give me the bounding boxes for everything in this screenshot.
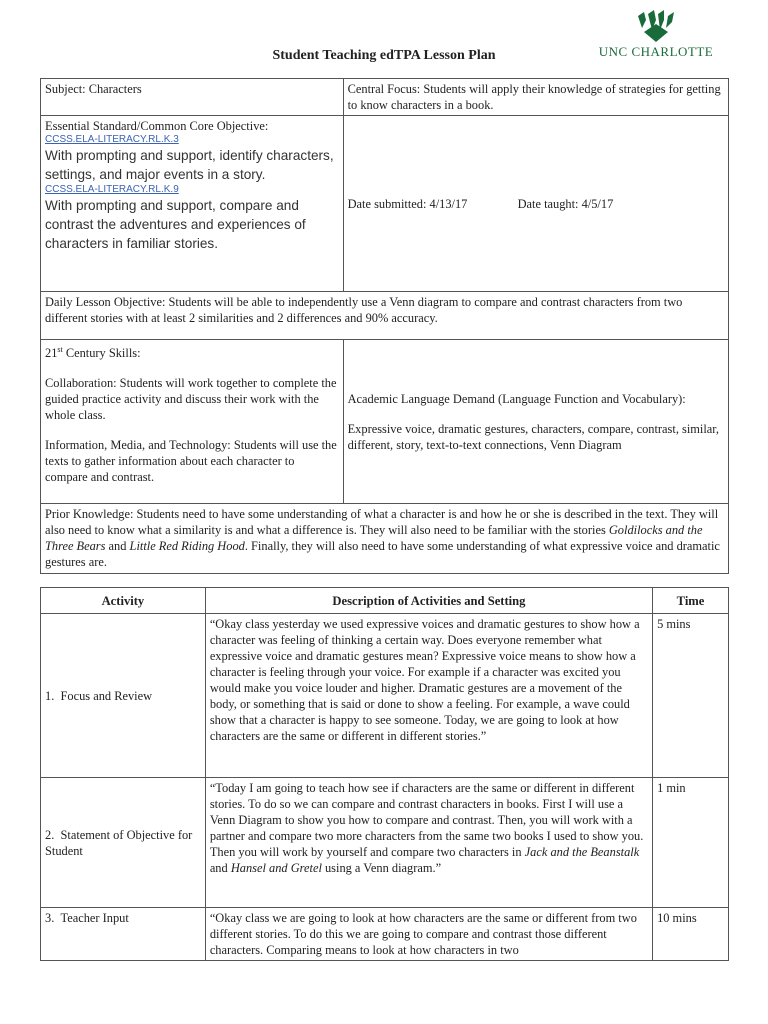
book-hansel-gretel: Hansel and Gretel <box>230 861 322 875</box>
time-header: Time <box>653 588 729 614</box>
activity-description: “Okay class yesterday we used expressive voices and dramatic gestures to show how a character was feeling of thinking a certain way. Does everyone remember what expressive voice and dramatic gestures mean? Expressive voice means to show how a character is feeling through your voice. For example if a character was excited you would make you voice louder and higher. Dramatic gestures are a movement of the body, or something that is said or done to show a feeling. For example, a wave could show that a character is happy to see someone. Today, we are going to look at how characters are the same or different in different stories.” <box>205 614 652 778</box>
book-goldilocks: Goldilocks and the Three Bears <box>45 523 703 553</box>
lesson-plan-table <box>40 78 729 574</box>
activities-table <box>40 587 729 961</box>
activity-description: “Okay class we are going to look at how characters are the same or different from two different stories. To do this we are going to compare and contrast those different characters. Comparing means to look at how characters in two <box>205 908 652 961</box>
standard-heading: Essential Standard/Common Core Objective: <box>45 119 269 133</box>
subject: Subject: Characters <box>45 82 142 96</box>
skill-collaboration: Collaboration: Students will work together to complete the guided practice activity and discuss their work with the whole class. <box>45 376 337 423</box>
academic-heading: Academic Language Demand (Language Function and Vocabulary): <box>347 391 686 406</box>
academic-language-cell <box>343 340 728 504</box>
activity-time: 10 mins <box>653 908 729 961</box>
standard-2-link[interactable]: CCSS.ELA-LITERACY.RL.K.9 <box>45 184 179 195</box>
dates-cell <box>343 116 728 292</box>
book-red-riding-hood: Little Red Riding Hood <box>129 539 245 553</box>
skill-information: Information, Media, and Technology: Students will use the texts to gather information about each character to compare and contrast. <box>45 438 337 485</box>
table-row <box>41 614 729 778</box>
activity-header: Activity <box>41 588 206 614</box>
standards-cell <box>41 116 344 292</box>
table-row <box>41 778 729 908</box>
standard-2-text: With prompting and support, compare and contrast the adventures and experiences of characters in familiar stories. <box>45 198 306 251</box>
description-header: Description of Activities and Setting <box>205 588 652 614</box>
prior-knowledge-cell: Prior Knowledge: Students need to have some understanding of what a character is and how he or she is described in the text. They will also need to know what a similarity is and what a difference is. They will also need to be familiar with the stories Goldilocks and the Three Bears and Little Red Riding Hood. Finally, they will also need to have some understanding of what expressive voice and dramatic gestures are. <box>41 504 729 574</box>
standard-1-text: With prompting and support, identify characters, settings, and major events in a story. <box>45 148 334 182</box>
date-submitted: Date submitted: 4/13/17 <box>347 196 468 211</box>
activity-name: 1. Focus and Review <box>41 614 206 778</box>
logo-text: UNC CHARLOTTE <box>598 44 714 59</box>
date-taught: Date taught: 4/5/17 <box>517 196 614 211</box>
activity-name: 3. Teacher Input <box>41 908 206 961</box>
activity-name: 2. Statement of Objective for Student <box>41 778 206 908</box>
skills-cell <box>41 340 344 504</box>
standard-1-link[interactable]: CCSS.ELA-LITERACY.RL.K.3 <box>45 134 179 145</box>
table-row <box>41 908 729 961</box>
book-jack-beanstalk: Jack and the Beanstalk <box>524 845 640 859</box>
daily-objective-cell <box>41 292 729 340</box>
activity-time: 5 mins <box>653 614 729 778</box>
page-title: Student Teaching edTPA Lesson Plan <box>272 48 496 63</box>
skills-heading: 21st Century Skills: <box>45 345 141 361</box>
subject-cell <box>41 79 344 116</box>
activity-time: 1 min <box>653 778 729 908</box>
academic-vocabulary: Expressive voice, dramatic gestures, characters, compare, contrast, similar, different, story, text-to-text connections, Venn Diagram <box>347 421 720 452</box>
daily-objective: Daily Lesson Objective: Students will be able to independently use a Venn diagram to compare and contrast characters from two different stories with at least 2 similarities and 2 differences and 90% accuracy. <box>45 295 683 325</box>
activity-description: “Today I am going to teach how see if characters are the same or different in different stories. To do so we can compare and contrast characters in books. First I will use a Venn Diagram to show you how to compare and contrast. Then, you will work with a partner and compare two more characters from the same two books I used to show you. Then you will work by yourself and compare two characters in Jack and the Beanstalk and Hansel and Gretel using a Venn diagram.” <box>205 778 652 908</box>
central-focus: Central Focus: Students will apply their knowledge of strategies for getting to know characters in a book. <box>347 82 721 112</box>
central-focus-cell <box>343 79 728 116</box>
crown-logo-icon <box>634 10 678 44</box>
